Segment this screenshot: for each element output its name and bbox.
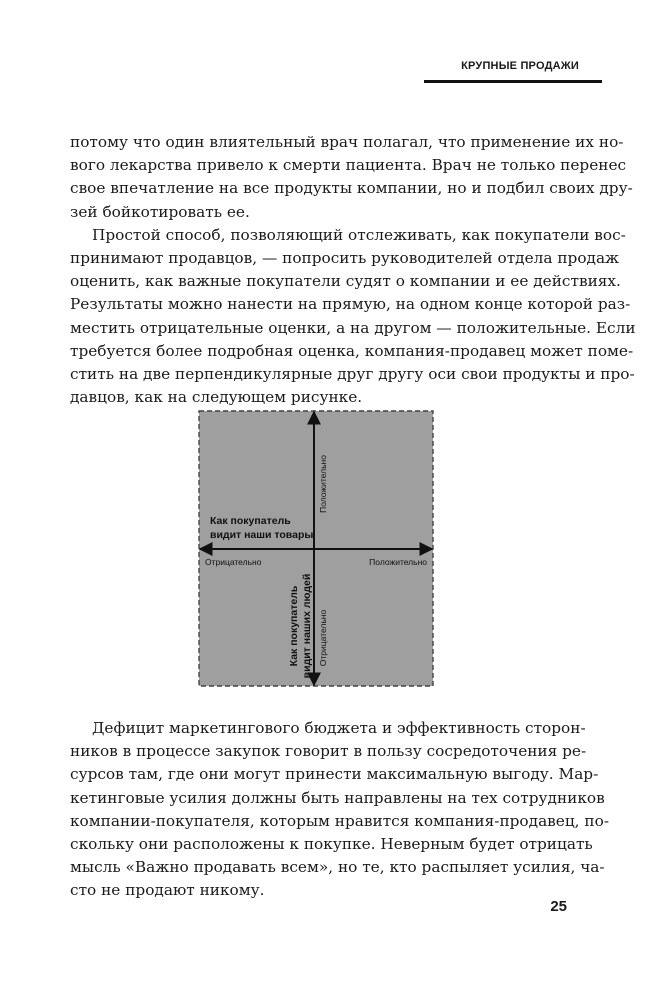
text-line: требуется более подробная оценка, компания-продавец может поме- bbox=[70, 341, 634, 360]
x-axis-negative-label: Отрицательно bbox=[205, 557, 262, 567]
y-axis-title-line1: Как покупатель bbox=[288, 585, 300, 667]
text-line: Дефицит маркетингового бюджета и эффективность сторон- bbox=[92, 719, 586, 737]
text-line: сто не продают никому. bbox=[70, 881, 265, 900]
header-rule bbox=[424, 80, 602, 83]
running-head: КРУПНЫЕ ПРОДАЖИ bbox=[461, 60, 579, 72]
page-number: 25 bbox=[550, 898, 567, 915]
text-line: вого лекарства привело к смерти пациента. Врач не только перенес bbox=[70, 156, 627, 175]
text-line: Простой способ, позволяющий отслеживать, как покупатели вос- bbox=[92, 225, 626, 244]
y-axis-title-line2: видит наших людей bbox=[301, 573, 313, 679]
x-axis-positive-label: Положительно bbox=[369, 557, 427, 567]
text-line: Результаты можно нанести на прямую, на одном конце которой раз- bbox=[70, 295, 631, 314]
text-line: местить отрицательные оценки, а на другом — положительные. Если bbox=[70, 318, 636, 337]
text-line: мысль «Важно продавать всем», но те, кто распыляет усилия, ча- bbox=[70, 858, 605, 877]
body-text-bottom bbox=[70, 717, 609, 903]
x-axis-title-line1: Как покупатель bbox=[210, 515, 291, 527]
text-line: стить на две перпендикулярные друг другу оси свои продукты и про- bbox=[70, 365, 635, 384]
text-line: зей бойкотировать ее. bbox=[70, 202, 250, 221]
text-line: потому что один влиятельный врач полагал, что применение их но- bbox=[70, 133, 624, 151]
text-line: ников в процессе закупок говорит в пользу сосредоточения ре- bbox=[70, 742, 587, 761]
text-line: кетинговые усилия должны быть направлены на тех сотрудников bbox=[70, 788, 605, 807]
text-line: оценить, как важные покупатели судят о компании и ее действиях. bbox=[70, 272, 621, 291]
text-line: давцов, как на следующем рисунке. bbox=[70, 388, 363, 407]
text-line: сурсов там, где они могут принести максимальную выгоду. Мар- bbox=[70, 765, 599, 784]
x-axis-title-line2: видит наши товары bbox=[210, 529, 314, 541]
y-axis-positive-label: Положительно bbox=[318, 455, 328, 513]
perception-matrix-figure bbox=[196, 408, 436, 694]
text-line: принимают продавцов, — попросить руководителей отдела продаж bbox=[70, 249, 620, 268]
text-line: свое впечатление на все продукты компании, но и подбил своих дру- bbox=[70, 179, 633, 198]
perception-matrix-svg bbox=[196, 408, 436, 690]
text-line: компании-покупателя, которым нравится компания-продавец, по- bbox=[70, 811, 609, 830]
body-text-top bbox=[70, 131, 636, 409]
text-line: скольку они расположены к покупке. Неверным будет отрицать bbox=[70, 835, 593, 854]
y-axis-negative-label: Отрицательно bbox=[318, 609, 328, 667]
